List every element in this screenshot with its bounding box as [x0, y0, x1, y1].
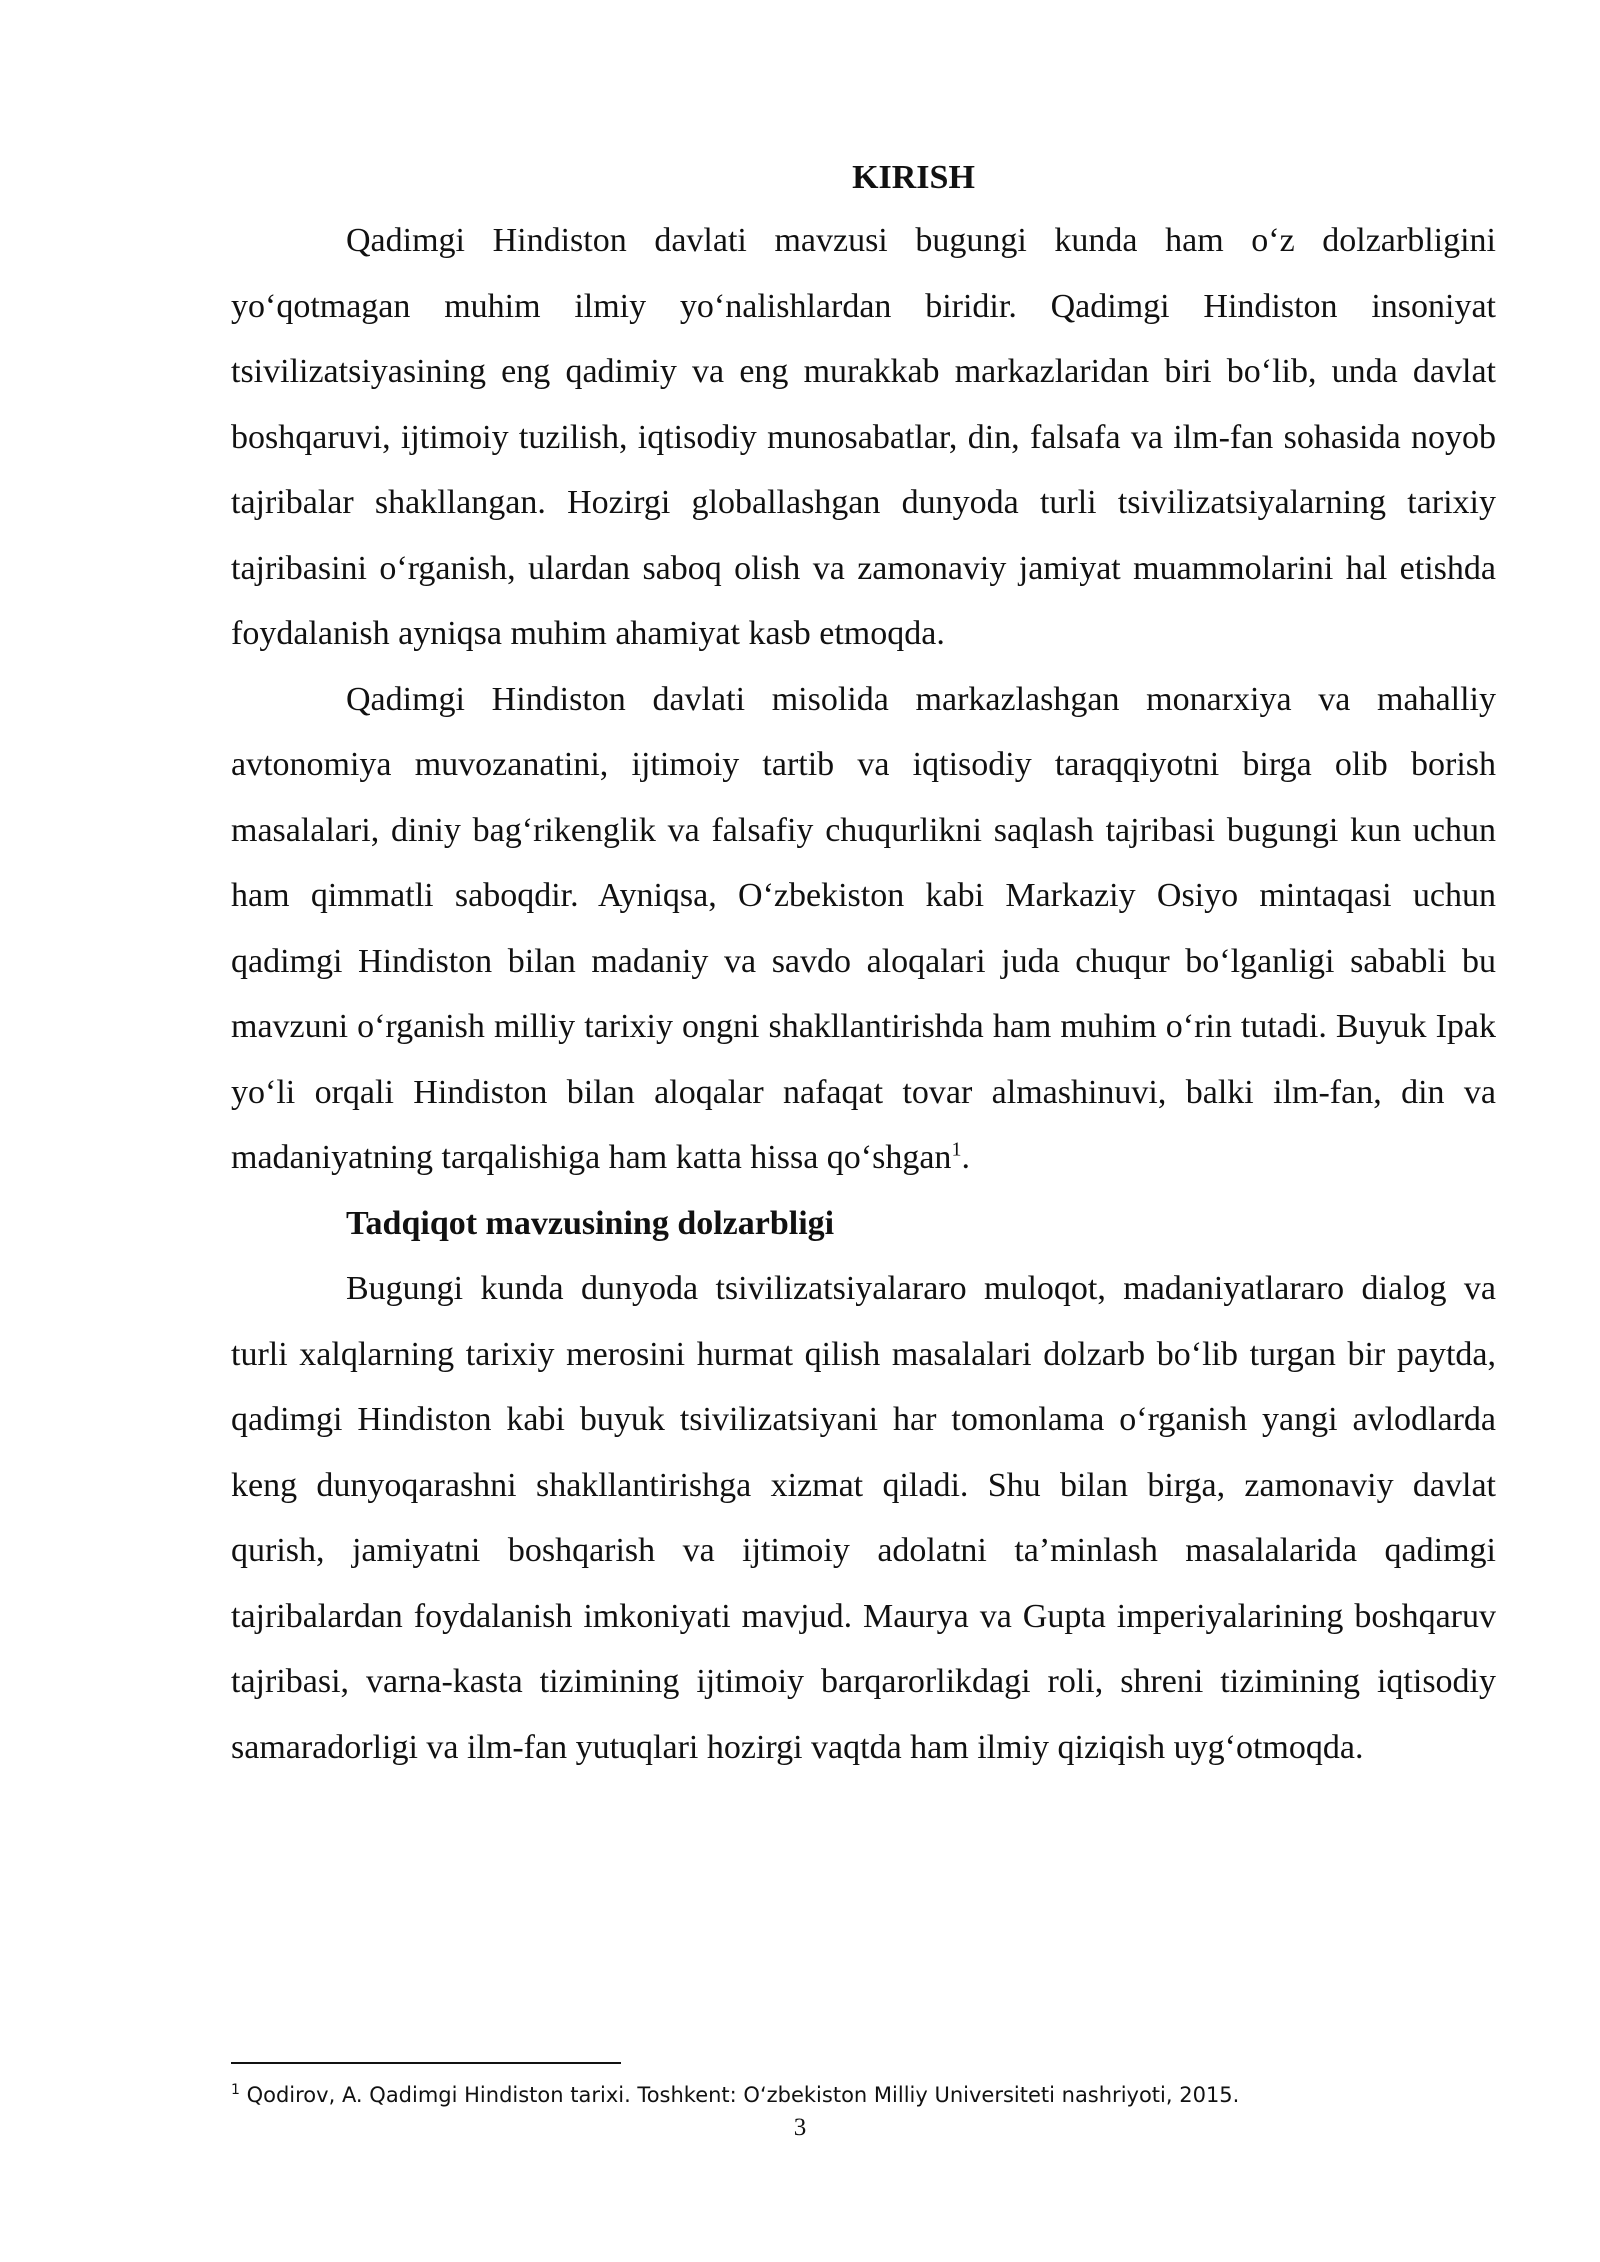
footnote: [231, 2080, 1496, 2110]
paragraph-two-end: .: [961, 1139, 970, 1176]
footnote-reference: 1: [951, 1138, 962, 1161]
footnote-text: Qodirov, A. Qadimgi Hindiston tarixi. Toshkent: O‘zbekiston Milliy Universiteti nashriyoti, 2015.: [239, 2083, 1240, 2107]
page-number: 3: [793, 2114, 807, 2141]
main-text: [231, 148, 1496, 1780]
intro-paragraph: Qadimgi Hindiston davlati mavzusi bugungi kunda ham o‘z dolzarbligini yo‘qotmagan muhim ilmiy yo‘nalishlardan biridir. Qadimgi Hindiston insoniyat tsivilizatsiyasining eng qadimiy va eng murakkab markazlaridan biri bo‘lib, unda davlat boshqaruvi, ijtimoiy tuzilish, iqtisodiy munosabatlar, din, falsafa va ilm-fan sohasida noyob tajribalar shakllangan. Hozirgi globallashgan dunyoda turli tsivilizatsiyalarning tarixiy tajribasini o‘rganish, ulardan saboq olish va zamonaviy jamiyat muammolarini hal etishda foydalanish ayniqsa muhim ahamiyat kasb etmoqda.: [231, 222, 1496, 652]
footnote-divider: [231, 2062, 621, 2064]
paragraph-two: [231, 667, 1496, 1191]
paragraph-two-text: Qadimgi Hindiston davlati misolida markazlashgan monarxiya va mahalliy avtonomiya muvozanatini, ijtimoiy tartib va iqtisodiy taraqqiyotni birga olib borish masalalari, diniy bag‘rikenglik va falsafiy chuqurlikni saqlash tajribasi bugungi kun uchun ham qimmatli saboqdir. Ayniqsa, O‘zbekiston kabi Markaziy Osiyo mintaqasi uchun qadimgi Hindiston bilan madaniy va savdo aloqalari juda chuqur bo‘lganligi sababli bu mavzuni o‘rganish milliy tarixiy ongni shakllantirishda ham muhim o‘rin tutadi. Buyuk Ipak yo‘li orqali Hindiston bilan aloqalar nafaqat tovar almashinuvi, balki ilm-fan, din va madaniyatning tarqalishiga ham katta hissa qo‘shgan: [231, 680, 1496, 1176]
section-subheading: Tadqiqot mavzusining dolzarbligi: [346, 1204, 835, 1242]
page-title: KIRISH: [852, 159, 975, 196]
paragraph-three: Bugungi kunda dunyoda tsivilizatsiyalararo muloqot, madaniyatlararo dialog va turli xalqlarning tarixiy merosini hurmat qilish masalalari dolzarb bo‘lib turgan bir paytda, qadimgi Hindiston kabi buyuk tsivilizatsiyani har tomonlama o‘rganish yangi avlodlarda keng dunyoqarashni shakllantirishga xizmat qiladi. Shu bilan birga, zamonaviy davlat qurish, jamiyatni boshqarish va ijtimoiy adolatni ta’minlash masalalarida qadimgi tajribalardan foydalanish imkoniyati mavjud. Maurya va Gupta imperiyalarining boshqaruv tajribasi, varna-kasta tizimining ijtimoiy barqarorlikdagi roli, shreni tizimining iqtisodiy samaradorligi va ilm-fan yutuqlari hozirgi vaqtda ham ilmiy qiziqish uyg‘otmoqda.: [231, 1270, 1496, 1766]
footnote-mark: 1: [231, 2082, 240, 2098]
